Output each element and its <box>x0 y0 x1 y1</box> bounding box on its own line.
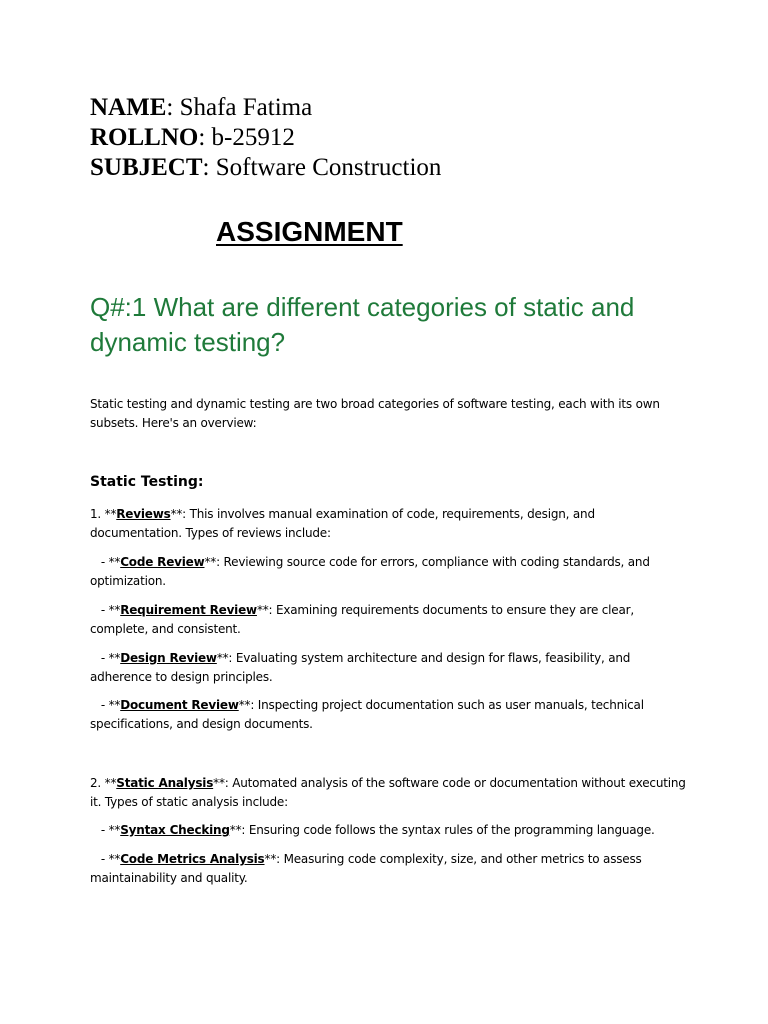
rollno-value: : b-25912 <box>198 124 295 151</box>
assignment-title: ASSIGNMENT <box>216 216 403 247</box>
term: Requirement Review <box>120 603 257 617</box>
section-heading: Static Testing: <box>90 474 204 490</box>
intro-paragraph: Static testing and dynamic testing are two broad categories of software testing, each with its own subsets. Here's an overview: <box>90 397 660 430</box>
subject-label: SUBJECT <box>90 154 203 181</box>
subject-line <box>90 153 441 183</box>
rollno-label: ROLLNO <box>90 124 199 151</box>
name-label: NAME <box>90 94 167 121</box>
term: Code Review <box>120 555 205 569</box>
question-heading: Q#:1 What are different categories of static and dynamic testing? <box>90 292 635 357</box>
list-item: 1. **Reviews**: This involves manual examination of code, requirements, design, and documentation. Types of reviews include: <box>90 507 595 540</box>
list-item: - **Code Metrics Analysis**: Measuring code complexity, size, and other metrics to assess maintainability and quality. <box>90 852 642 885</box>
list-item: - **Design Review**: Evaluating system architecture and design for flaws, feasibility, and adherence to design principles. <box>90 651 631 684</box>
name-value: : Shafa Fatima <box>166 94 313 121</box>
term: Code Metrics Analysis <box>120 852 265 866</box>
list-item: - **Syntax Checking**: Ensuring code follows the syntax rules of the programming language. <box>90 823 655 837</box>
term: Syntax Checking <box>120 823 230 837</box>
term: Static Analysis <box>116 776 214 790</box>
term: Document Review <box>120 698 239 712</box>
list-item: 2. **Static Analysis**: Automated analysis of the software code or documentation without executing it. Types of static analysis include: <box>90 776 686 809</box>
list-item: - **Requirement Review**: Examining requirements documents to ensure they are clear, complete, and consistent. <box>90 603 634 636</box>
list-item: - **Code Review**: Reviewing source code for errors, compliance with coding standards, and optimization. <box>90 555 650 588</box>
subject-value: : Software Construction <box>202 154 442 181</box>
rollno-line <box>90 123 295 153</box>
name-line <box>90 93 312 123</box>
term: Reviews <box>116 507 171 521</box>
term: Design Review <box>120 651 217 665</box>
list-item: - **Document Review**: Inspecting project documentation such as user manuals, technical specifications, and design documents. <box>90 698 644 731</box>
